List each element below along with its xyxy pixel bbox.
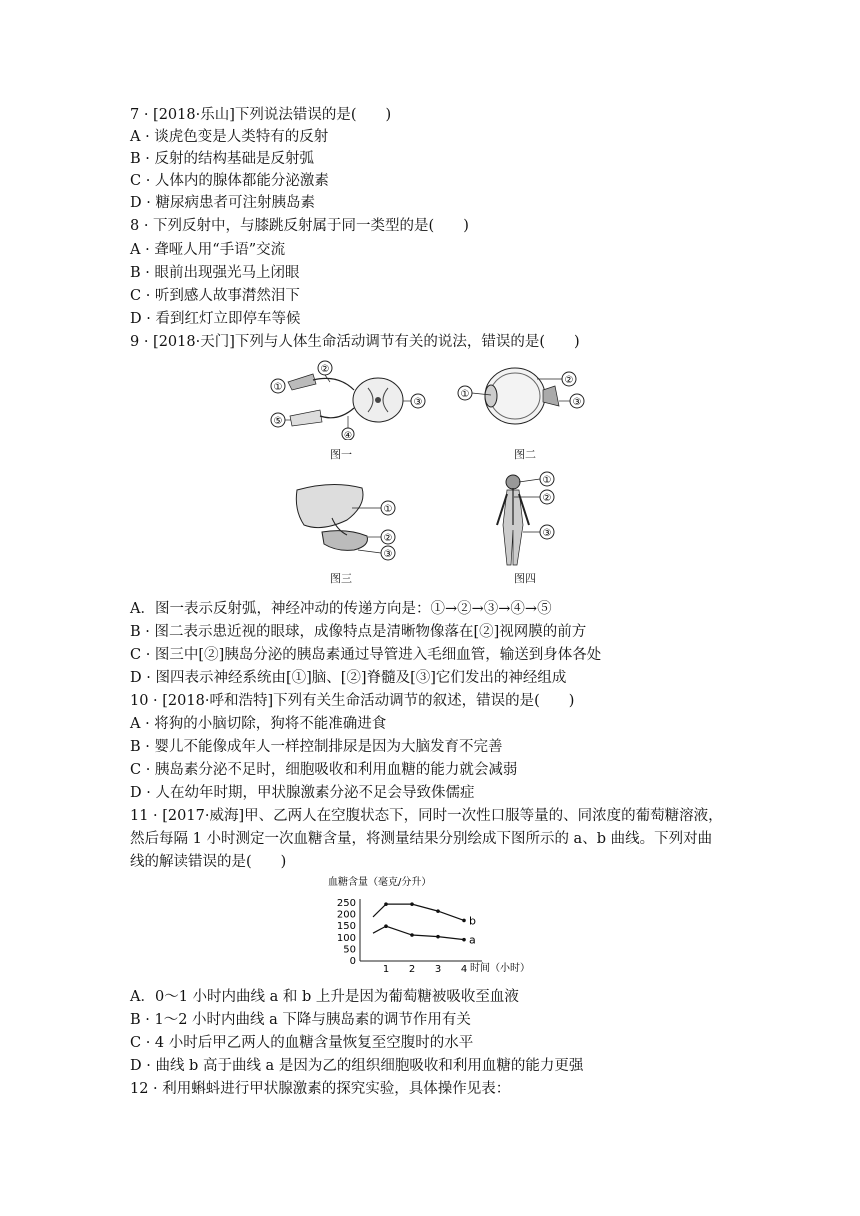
q9-option-a: A．图一表示反射弧，神经冲动的传递方向是：①→②→③→④→⑤	[130, 601, 552, 617]
q9-stem: 9 · [2018·天门]下列与人体生命活动调节有关的说法，错误的是( )	[130, 334, 580, 350]
y-tick-label: 200	[336, 909, 356, 921]
mark-1: ①	[542, 475, 552, 486]
q8-option-b: B · 眼前出现强光马上闭眼	[130, 265, 300, 281]
figure-3-caption: 图三	[330, 572, 352, 585]
q9-option-c: C · 图三中[②]胰岛分泌的胰岛素通过导管进入毛细血管，输送到身体各处	[130, 647, 602, 663]
mark-4: ④	[343, 431, 353, 440]
mark-2: ②	[320, 364, 330, 375]
q11-stem-line-1: 11 · [2017·威海]甲、乙两人在空腹状态下，同时一次性口服等量的、同浓度的葡萄糖溶液，	[130, 808, 723, 824]
q9-option-b: B · 图二表示患近视的眼球，成像特点是清晰物像落在[②]视网膜的前方	[130, 624, 587, 640]
q8-option-d: D · 看到红灯立即停车等候	[130, 311, 301, 327]
series-line-b	[373, 904, 464, 920]
x-tick-label: 2	[408, 964, 416, 975]
q11-option-a: A．0～1 小时内曲线 a 和 b 上升是因为葡萄糖被吸收至血液	[130, 989, 519, 1005]
figure-reflex-arc	[268, 360, 438, 440]
blood-sugar-chart	[320, 873, 550, 978]
figure-liver-pancreas	[292, 480, 402, 565]
mark-1: ①	[273, 382, 283, 393]
q10-option-a: A · 将狗的小脑切除，狗将不能准确进食	[130, 716, 387, 732]
x-tick-label: 3	[434, 964, 442, 975]
series-label-b: b	[469, 914, 476, 928]
mark-5: ⑤	[273, 416, 283, 427]
q11-stem-line-3: 线的解读错误的是( )	[130, 854, 287, 870]
chart-xlabel: 时间（小时）	[470, 963, 530, 974]
chart-ylabel: 血糖含量（毫克/分升）	[328, 877, 432, 888]
q11-option-d: D · 曲线 b 高于曲线 a 是因为乙的组织细胞吸收和利用血糖的能力更强	[130, 1058, 584, 1074]
series-line-a	[373, 926, 464, 939]
mark-1: ①	[460, 389, 470, 400]
series-point-a	[436, 935, 440, 939]
q7-stem: 7 · [2018·乐山]下列说法错误的是( )	[130, 107, 392, 123]
q10-option-d: D · 人在幼年时期，甲状腺激素分泌不足会导致侏儒症	[130, 785, 475, 801]
q7-option-b: B · 反射的结构基础是反射弧	[130, 151, 314, 167]
q10-stem: 10 · [2018·呼和浩特]下列有关生命活动调节的叙述，错误的是( )	[130, 693, 575, 709]
mark-2: ②	[542, 493, 552, 504]
series-point-b	[462, 919, 466, 923]
y-tick-label: 100	[336, 932, 356, 944]
series-point-b	[436, 909, 440, 913]
mark-3: ③	[572, 397, 582, 408]
q8-option-a: A · 聋哑人用“手语”交流	[130, 242, 286, 258]
mark-3: ③	[383, 549, 393, 560]
q8-stem: 8 · 下列反射中，与膝跳反射属于同一类型的是( )	[130, 218, 469, 234]
series-point-a	[384, 924, 388, 928]
series-point-a	[462, 938, 466, 942]
q9-option-d: D · 图四表示神经系统由[①]脑、[②]脊髓及[③]它们发出的神经组成	[130, 670, 567, 686]
figure-nervous-system	[493, 470, 563, 570]
q10-option-c: C · 胰岛素分泌不足时，细胞吸收和利用血糖的能力就会减弱	[130, 762, 518, 778]
series-point-b	[410, 902, 414, 906]
y-tick-label: 50	[343, 944, 356, 956]
q11-option-b: B · 1～2 小时内曲线 a 下降与胰岛素的调节作用有关	[130, 1012, 471, 1028]
q7-option-c: C · 人体内的腺体都能分泌激素	[130, 173, 329, 189]
series-point-b	[384, 902, 388, 906]
mark-1: ①	[383, 504, 393, 515]
mark-3: ③	[542, 528, 552, 539]
q8-option-c: C · 听到感人故事潸然泪下	[130, 288, 300, 304]
mark-2: ②	[383, 533, 393, 544]
series-point-a	[410, 933, 414, 937]
q10-option-b: B · 婴儿不能像成年人一样控制排尿是因为大脑发育不完善	[130, 739, 503, 755]
mark-3: ③	[413, 397, 423, 408]
x-tick-label: 1	[382, 964, 390, 975]
figure-eyeball	[455, 362, 590, 432]
figure-4-caption: 图四	[514, 572, 536, 585]
q7-option-a: A · 谈虎色变是人类特有的反射	[130, 129, 329, 145]
q12-stem: 12 · 利用蝌蚪进行甲状腺激素的探究实验，具体操作见表：	[130, 1081, 511, 1097]
x-tick-label: 4	[460, 964, 468, 975]
y-tick-label: 250	[336, 898, 356, 909]
y-tick-label: 150	[336, 921, 356, 933]
q11-stem-line-2: 然后每隔 1 小时测定一次血糖含量，将测量结果分别绘成下图所示的 a、b 曲线。下列对曲	[130, 831, 713, 847]
mark-2: ②	[564, 375, 574, 386]
series-label-a: a	[469, 933, 476, 947]
figure-1-caption: 图一	[330, 448, 352, 461]
figure-2-caption: 图二	[514, 448, 536, 461]
q7-option-d: D · 糖尿病患者可注射胰岛素	[130, 195, 315, 211]
q11-option-c: C · 4 小时后甲乙两人的血糖含量恢复至空腹时的水平	[130, 1035, 474, 1051]
y-tick-label: 0	[349, 956, 356, 967]
